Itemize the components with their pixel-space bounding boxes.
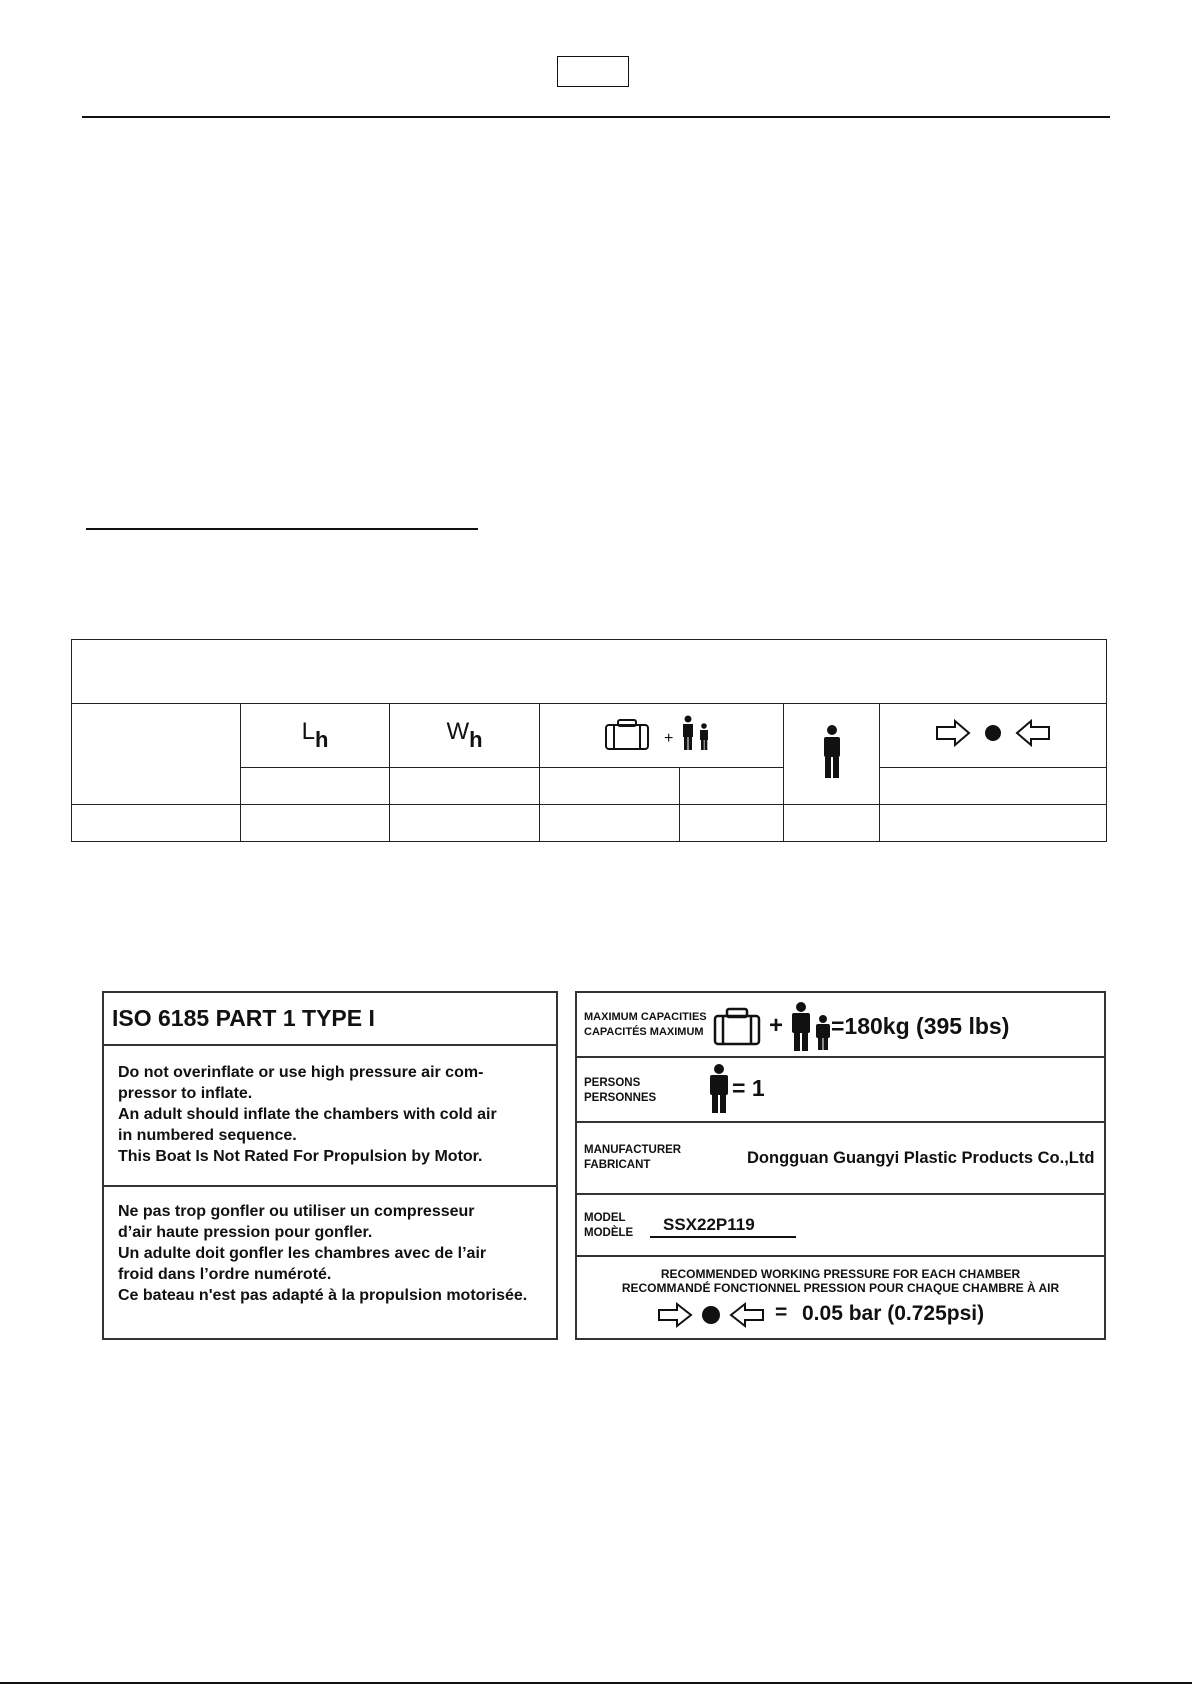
model-row <box>577 1195 1104 1257</box>
width-unit-cell <box>390 768 540 805</box>
warning-line: froid dans l’ordre numéroté. <box>118 1266 332 1283</box>
pressure-value: 0.05 bar (0.725psi) <box>802 1302 985 1325</box>
model-underline <box>650 1236 796 1238</box>
adult-person-icon <box>790 1002 812 1052</box>
capacity-lbs-unit-cell <box>680 768 784 805</box>
table-cell <box>390 805 540 842</box>
spec-table-title-cell <box>72 640 1107 704</box>
model-value: SSX22P119 <box>663 1215 755 1234</box>
warning-line: This Boat Is Not Rated For Propulsion by Motor. <box>118 1148 483 1165</box>
persons-value: = 1 <box>732 1075 765 1101</box>
child-person-icon <box>815 1015 831 1051</box>
pressure-label-fr: RECOMMANDÉ FONCTIONNEL PRESSION POUR CHAQUE CHAMBRE À AIR <box>621 1281 1060 1295</box>
table-cell <box>540 805 680 842</box>
capacity-plus: + <box>769 1012 784 1039</box>
luggage-icon <box>713 1006 761 1046</box>
svg-text:+: + <box>663 730 673 747</box>
length-unit-cell <box>241 768 390 805</box>
label-title-row <box>104 993 556 1046</box>
persons-header <box>784 704 880 805</box>
spec-table <box>71 639 1107 842</box>
person-icon <box>708 1064 730 1114</box>
header-rule <box>82 116 1110 118</box>
warning-label-panel <box>102 991 558 1340</box>
model-label: MODEL MODÈLE <box>584 1212 634 1239</box>
luggage-plus-persons-icon <box>602 713 722 753</box>
width-hull-header <box>390 704 540 768</box>
label-title: ISO 6185 PART 1 TYPE I <box>112 1005 375 1031</box>
pressure-unit-cell <box>880 768 1107 805</box>
manufacturer-label: MANUFACTURER FABRICANT <box>584 1144 682 1171</box>
english-warning-text <box>118 1062 497 1167</box>
pressure-equals: = <box>775 1301 788 1324</box>
max-capacity-row <box>577 993 1104 1058</box>
page-number-box <box>557 56 629 87</box>
warning-line: Do not overinflate or use high pressure air com- <box>118 1064 484 1081</box>
length-hull-header <box>241 704 390 768</box>
table-row <box>72 805 1107 842</box>
table-cell <box>241 805 390 842</box>
capacity-label: MAXIMUM CAPACITIES CAPACITÉS MAXIMUM <box>584 1011 707 1038</box>
pressure-label-en: RECOMMENDED WORKING PRESSURE FOR EACH CHAMBER <box>660 1267 1021 1281</box>
manufacturer-row <box>577 1123 1104 1195</box>
table-cell <box>784 805 880 842</box>
table-cell <box>680 805 784 842</box>
footer-rule <box>0 1682 1192 1684</box>
capacity-plate-panel <box>575 991 1106 1340</box>
english-warning-row <box>104 1046 556 1187</box>
person-icon <box>818 724 846 780</box>
pressure-header <box>880 704 1107 768</box>
length-hull-icon: $L_h$ <box>301 718 329 752</box>
width-hull-icon: $W_h$ <box>446 718 483 752</box>
persons-label: PERSONS PERSONNES <box>584 1077 657 1104</box>
persons-row <box>577 1058 1104 1123</box>
warning-line: Un adulte doit gonfler les chambres avec de l’air <box>118 1245 487 1262</box>
pressure-arrows-icon <box>933 717 1053 749</box>
pressure-row <box>577 1257 1104 1337</box>
french-warning-text <box>118 1201 527 1306</box>
spec-table-model-header <box>72 704 241 805</box>
warning-line: pressor to inflate. <box>118 1085 253 1102</box>
capacity-kg-unit-cell <box>540 768 680 805</box>
section-heading-underline <box>86 528 478 530</box>
manufacturer-value: Dongguan Guangyi Plastic Products Co.,Ltd <box>747 1149 1095 1167</box>
warning-line: An adult should inflate the chambers with cold air <box>118 1106 497 1123</box>
table-cell <box>880 805 1107 842</box>
warning-line: Ne pas trop gonfler ou utiliser un compresseur <box>118 1203 475 1220</box>
capacity-value: =180kg (395 lbs) <box>831 1013 1010 1039</box>
table-cell <box>72 805 241 842</box>
max-capacity-header <box>540 704 784 768</box>
pressure-arrows-icon <box>657 1301 767 1329</box>
french-warning-row <box>104 1187 556 1337</box>
warning-line: Ce bateau n'est pas adapté à la propulsion motorisée. <box>118 1287 528 1304</box>
warning-line: in numbered sequence. <box>118 1127 297 1144</box>
warning-line: d’air haute pression pour gonfler. <box>118 1224 373 1241</box>
